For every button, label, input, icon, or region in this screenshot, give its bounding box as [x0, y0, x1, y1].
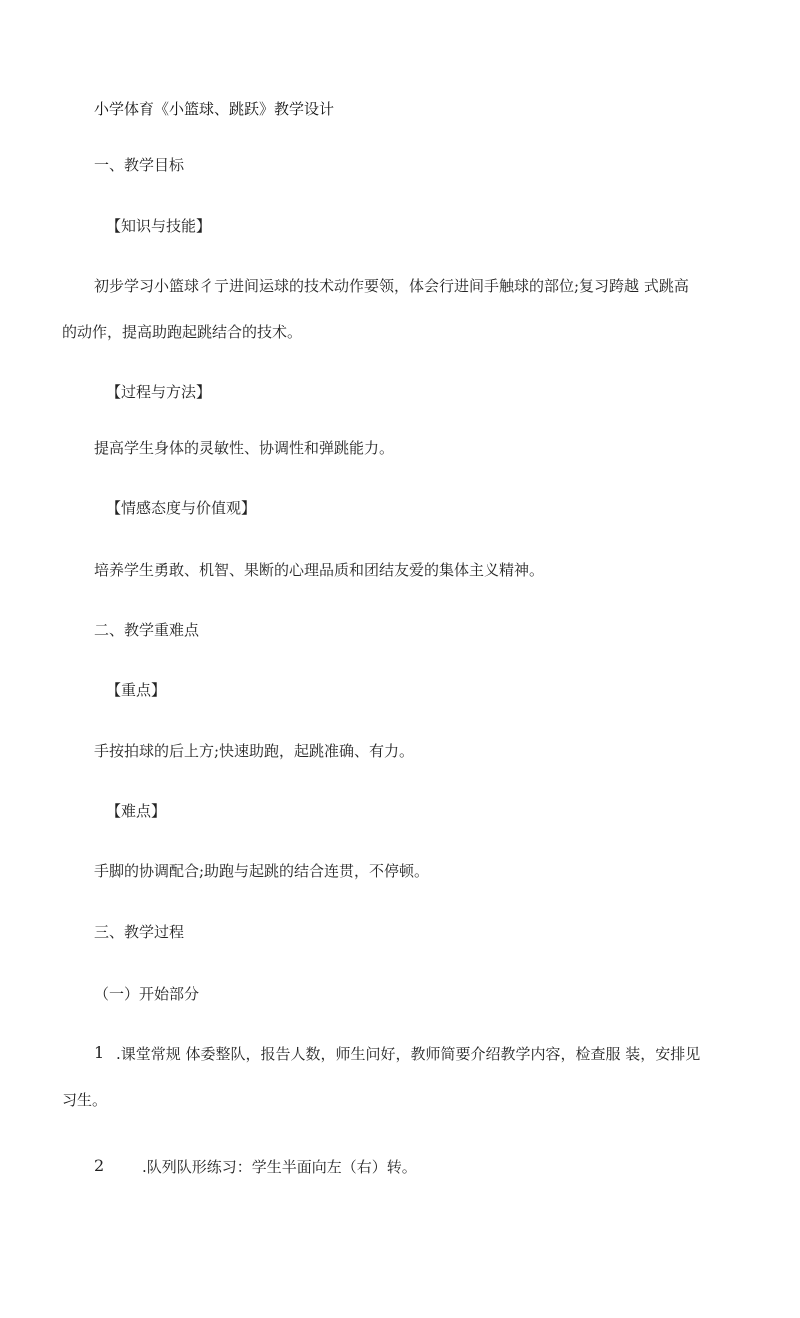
subheading-emotion: 【情感态度与价值观】	[106, 499, 257, 517]
document-title: 小学体育《小篮球、跳跃》教学设计	[94, 100, 335, 118]
paragraph-key: 手按拍球的后上方;快速助跑，起跳准确、有力。	[94, 742, 415, 760]
list-item-1-line2: 习生。	[62, 1091, 108, 1109]
subheading-opening-part: （一）开始部分	[94, 985, 200, 1003]
list-item-1-line1: .课堂常规 体委整队，报告人数，师生问好，教师简要介绍教学内容，检查服 装，安排见	[116, 1045, 701, 1063]
list-item-number-1: 1	[94, 1043, 105, 1062]
section-heading-key-points: 二、教学重难点	[94, 621, 200, 639]
list-item-number-2: 2	[94, 1156, 105, 1175]
paragraph-difficult: 手脚的协调配合;助跑与起跳的结合连贯，不停顿。	[94, 862, 430, 880]
section-heading-objectives: 一、教学目标	[94, 156, 185, 174]
subheading-difficult: 【难点】	[106, 802, 167, 820]
list-item-2-text: .队列队形练习：学生半面向左（右）转。	[142, 1158, 417, 1176]
subheading-key: 【重点】	[106, 681, 167, 699]
paragraph-emotion: 培养学生勇敢、机智、果断的心理品质和团结友爱的集体主义精神。	[94, 561, 545, 579]
section-heading-process: 三、教学过程	[94, 923, 185, 941]
paragraph-knowledge-line1: 初步学习小篮球彳亍进间运球的技术动作要领，体会行进间手触球的部位;复习跨越 式跳高	[94, 277, 689, 295]
subheading-process: 【过程与方法】	[106, 383, 212, 401]
paragraph-process: 提高学生身体的灵敏性、协调性和弹跳能力。	[94, 439, 395, 457]
paragraph-knowledge-line2: 的动作，提高助跑起跳结合的技术。	[62, 323, 303, 341]
subheading-knowledge: 【知识与技能】	[106, 217, 212, 235]
